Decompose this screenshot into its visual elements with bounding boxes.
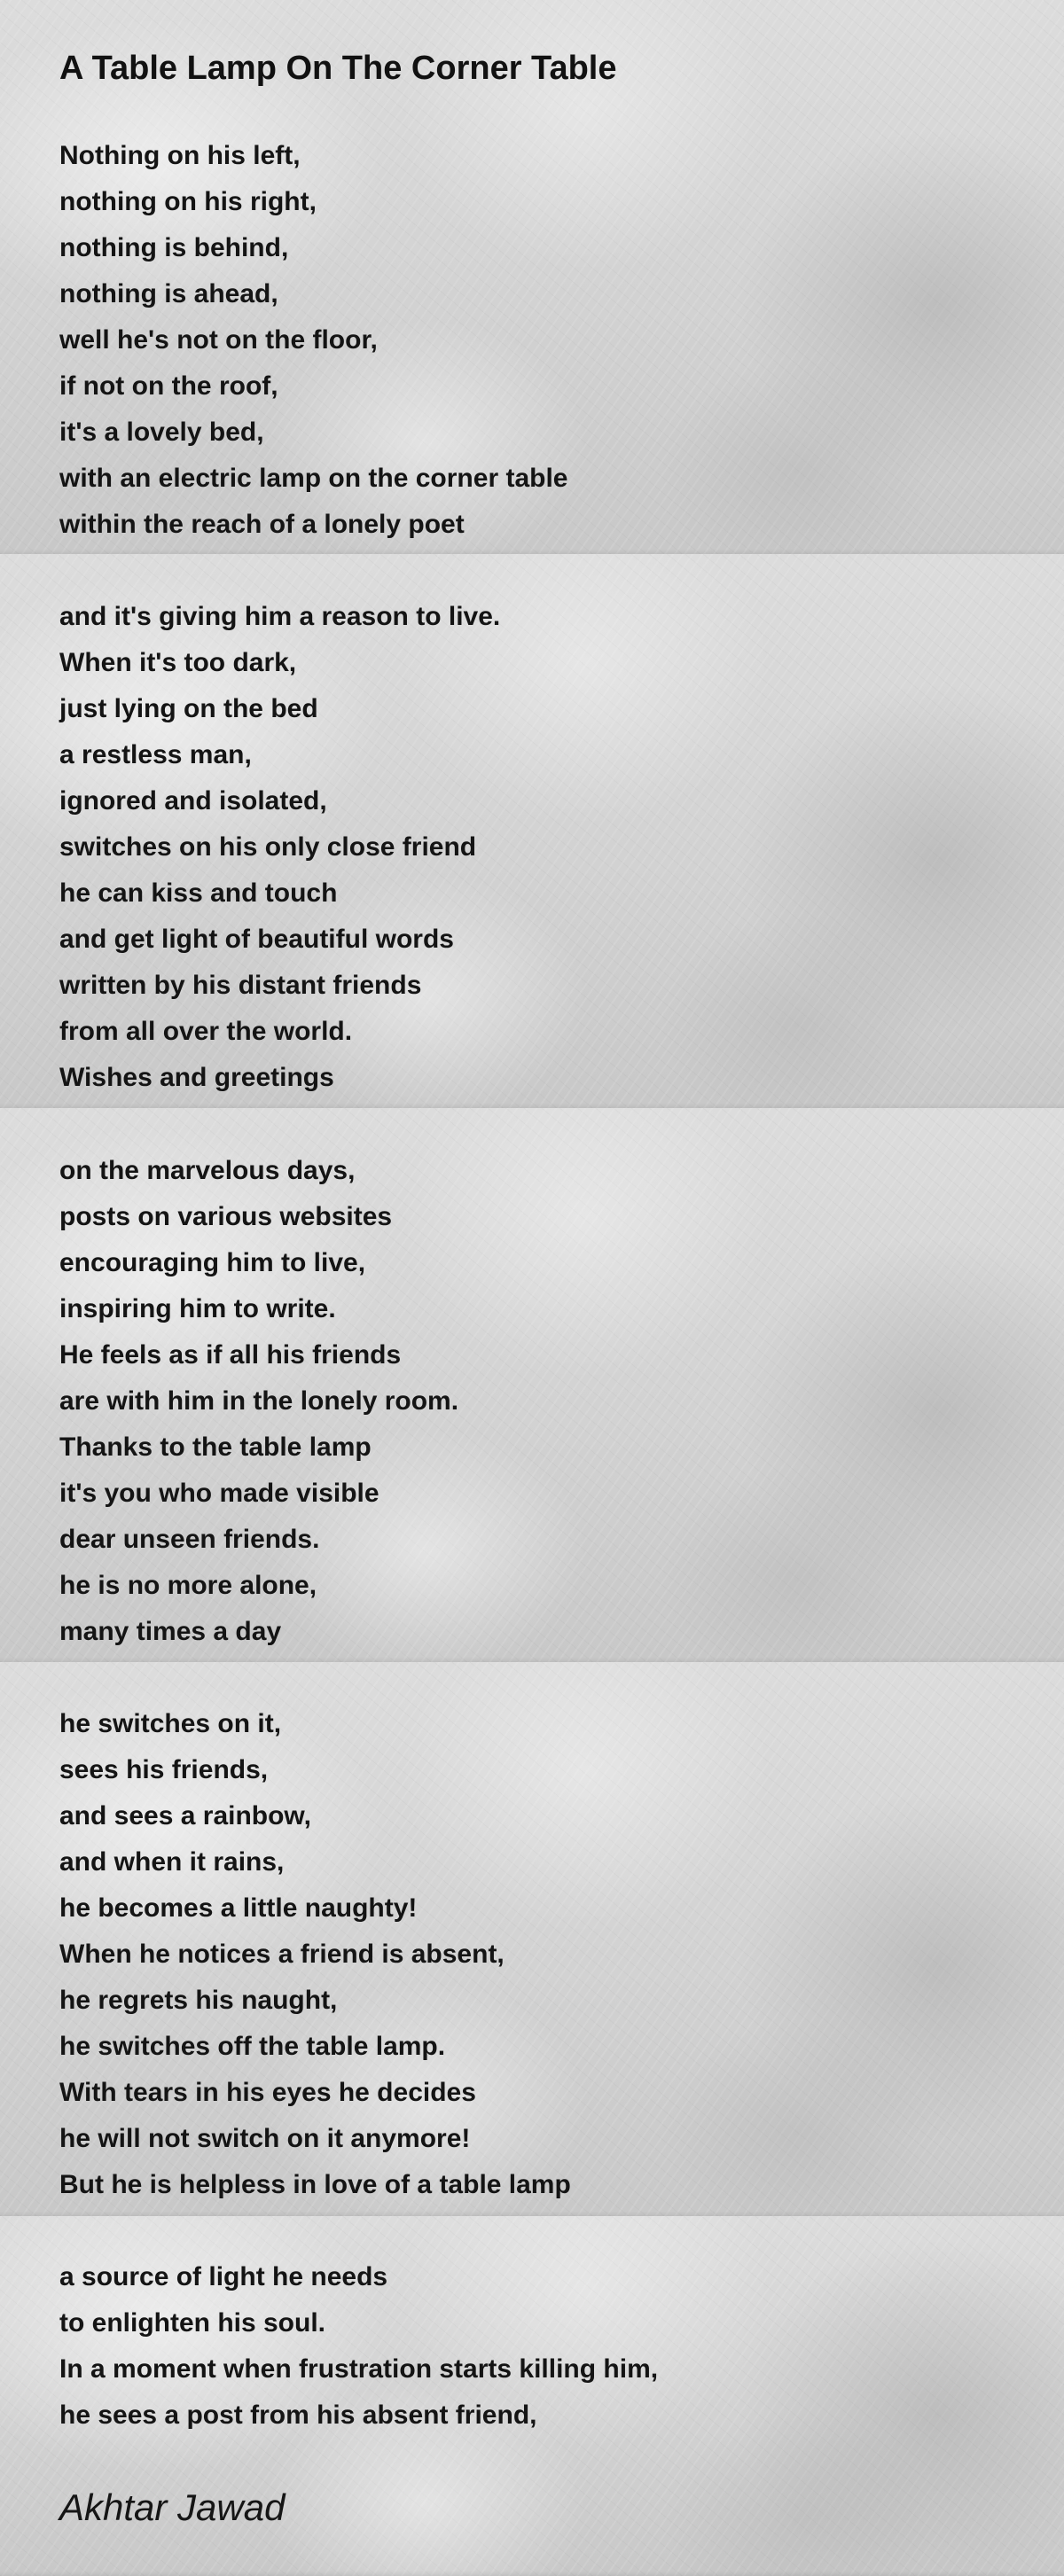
- poem-line: In a moment when frustration starts killing him,: [59, 2354, 659, 2384]
- poem-stanza-1: [59, 133, 567, 548]
- poem-line: just lying on the bed: [59, 694, 318, 723]
- poem-line: Thanks to the table lamp: [59, 1432, 372, 1462]
- poem-line: inspiring him to write.: [59, 1294, 336, 1323]
- poem-line: from all over the world.: [59, 1017, 353, 1046]
- poem-line: nothing is behind,: [59, 233, 289, 262]
- poem-line: if not on the roof,: [59, 371, 278, 401]
- poem-line: he becomes a little naughty!: [59, 1893, 418, 1923]
- poem-line: dear unseen friends.: [59, 1525, 320, 1554]
- poem-line: he switches on it,: [59, 1709, 282, 1738]
- poem-line: within the reach of a lonely poet: [59, 510, 465, 539]
- poem-line: He feels as if all his friends: [59, 1340, 402, 1370]
- poem-line: nothing on his right,: [59, 187, 317, 216]
- poem-title: A Table Lamp On The Corner Table: [59, 50, 617, 87]
- poem-line: encouraging him to live,: [59, 1248, 366, 1277]
- poem-line: a source of light he needs: [59, 2262, 388, 2291]
- poem-line: he switches off the table lamp.: [59, 2032, 446, 2061]
- poem-line: sees his friends,: [59, 1755, 269, 1784]
- poem-stanza-2: [59, 594, 500, 1101]
- poem-line: it's a lovely bed,: [59, 418, 264, 447]
- poem-line: he can kiss and touch: [59, 878, 338, 908]
- poem-stanza-5: [59, 2254, 658, 2439]
- poem-line: written by his distant friends: [59, 971, 422, 1000]
- poem-line: switches on his only close friend: [59, 832, 477, 862]
- poem-line: Nothing on his left,: [59, 141, 301, 170]
- poem-line: ignored and isolated,: [59, 786, 327, 816]
- poem-line: and it's giving him a reason to live.: [59, 602, 501, 631]
- poem-line: it's you who made visible: [59, 1479, 379, 1508]
- poem-line: nothing is ahead,: [59, 279, 278, 308]
- poem-line: are with him in the lonely room.: [59, 1386, 459, 1416]
- poem-line: and get light of beautiful words: [59, 925, 454, 954]
- poem-line: When he notices a friend is absent,: [59, 1940, 505, 1969]
- poem-line: he will not switch on it anymore!: [59, 2124, 471, 2153]
- poem-stanza-4: [59, 1701, 571, 2208]
- poem-line: many times a day: [59, 1617, 282, 1646]
- poem-author: Akhtar Jawad: [59, 2486, 286, 2528]
- poem-line: he is no more alone,: [59, 1571, 317, 1600]
- poem-line: posts on various websites: [59, 1202, 393, 1231]
- poem-line: he regrets his naught,: [59, 1986, 338, 2015]
- poem-line: With tears in his eyes he decides: [59, 2078, 476, 2107]
- poem-line: But he is helpless in love of a table lamp: [59, 2170, 571, 2199]
- poem-line: well he's not on the floor,: [59, 325, 378, 355]
- poem-line: to enlighten his soul.: [59, 2308, 325, 2338]
- poem-line: Wishes and greetings: [59, 1063, 334, 1092]
- poem-line: a restless man,: [59, 740, 252, 769]
- poem-line: and sees a rainbow,: [59, 1801, 311, 1831]
- poem-line: When it's too dark,: [59, 648, 297, 677]
- poem-stanza-3: [59, 1148, 458, 1655]
- poem-line: with an electric lamp on the corner table: [59, 464, 568, 493]
- poem-line: on the marvelous days,: [59, 1156, 356, 1185]
- poem-line: he sees a post from his absent friend,: [59, 2400, 537, 2430]
- poem-line: and when it rains,: [59, 1847, 285, 1877]
